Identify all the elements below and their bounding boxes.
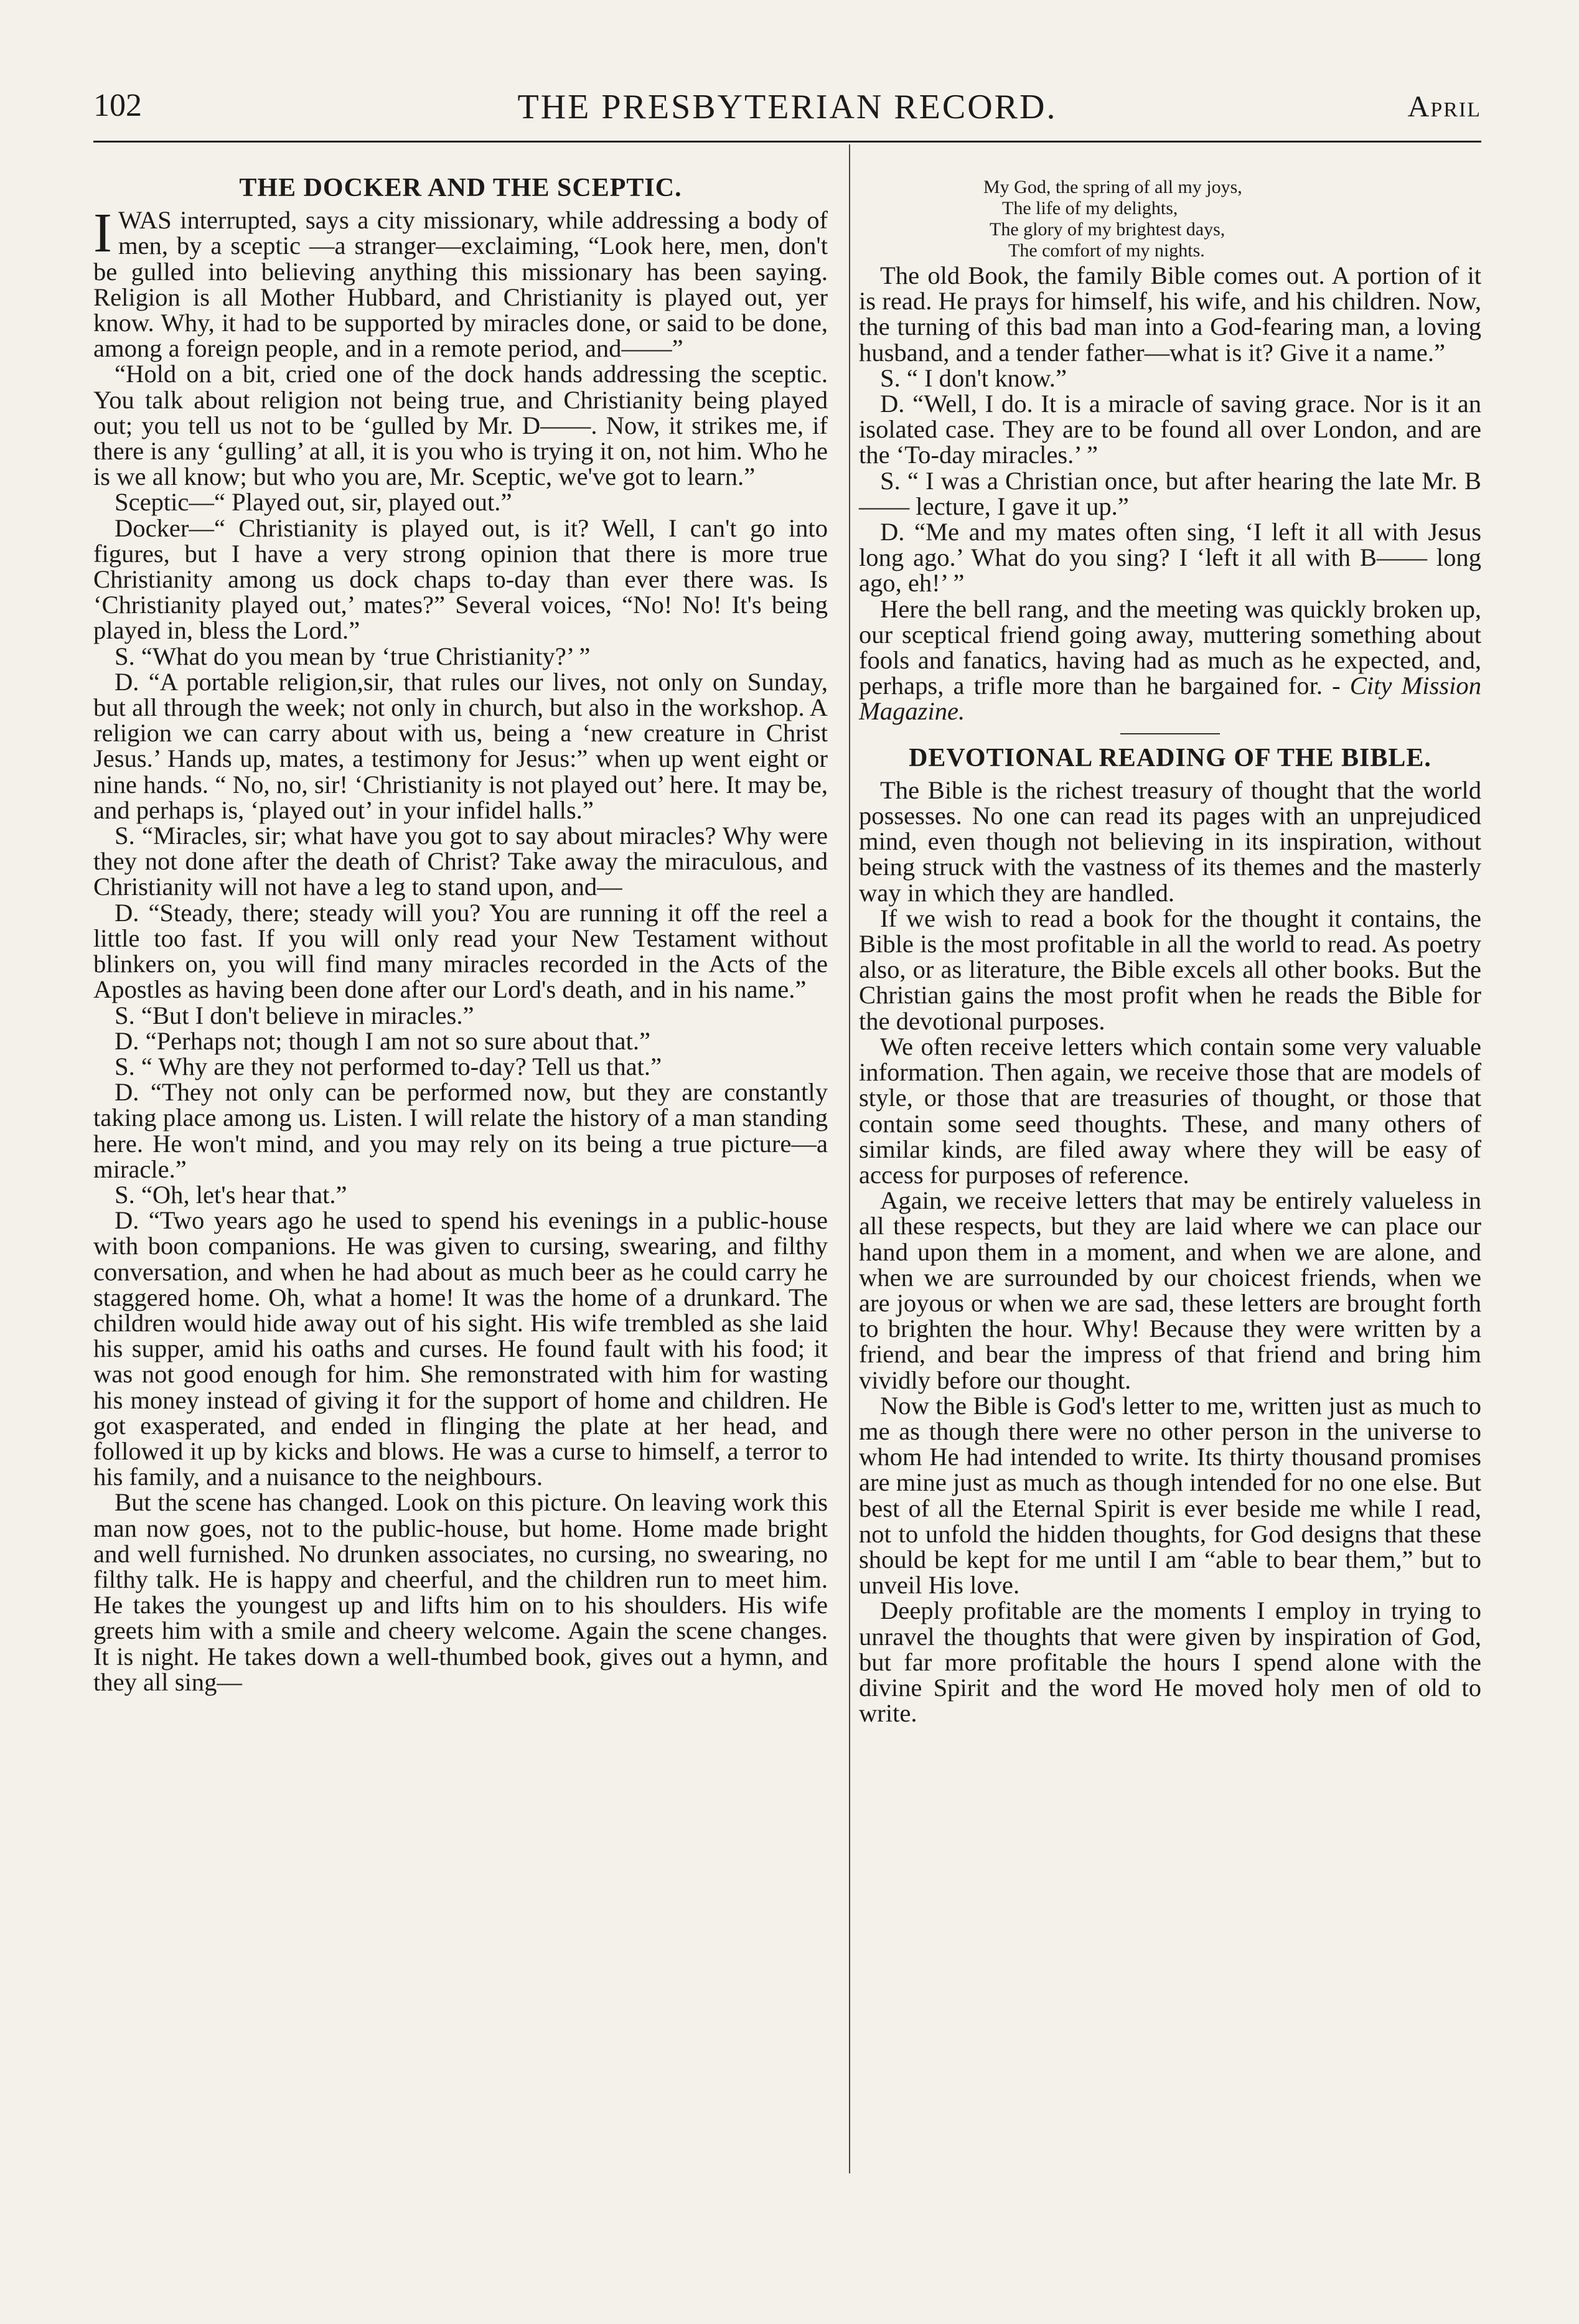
article-paragraph: S. “But I don't believe in miracles.” [115, 1001, 474, 1029]
article-paragraph: S. “ I was a Christian once, but after hearing the late Mr. B—— lecture, I gave it up.” [859, 466, 1481, 520]
header-rule [93, 141, 1481, 143]
article-title: DEVOTIONAL READING OF THE BIBLE. [909, 743, 1431, 772]
article-paragraph: S. “What do you mean by ‘true Christianity?’ ” [115, 642, 591, 670]
article-paragraph: D. “Two years ago he used to spend his evenings in a public-house with boon companions. He was given to cursing, swearing, and filthy conversation, and when he had about as much beer as he could carry he staggered home. Oh, what a home! It was the home of a drunkard. The children would hide away out of his sight. His wife trembled as she laid his supper, amid his oaths and curses. He found fault with his food; it was not good enough for him. She remonstrated with him for wasting his money instead of giving it for the support of home and children. He got exasperated, and ended in flinging the plate at her head, and followed it up by kicks and blows. He was a curse to himself, a terror to his family, and a nuisance to the neighbours. [93, 1206, 828, 1491]
article-paragraph: IWAS interrupted, says a city missionary, while addressing a body of men, by a sceptic —a stranger—exclaiming, “Look here, men, don't be gulled into believing anything this missionary has been saying. Religion is all Mother Hubbard, and Christianity is played out, yer know. Why, it had to be supported by miracles done, or said to be done, among a foreign people, and in a remote period, and——” [93, 202, 828, 363]
hymn-line: The comfort of my nights. [1008, 240, 1205, 261]
hymn-line: The life of my delights, [1002, 198, 1178, 218]
article-paragraph: S. “ I don't know.” [880, 363, 1067, 392]
right-column [859, 176, 1481, 1726]
page-number: 102 [93, 88, 142, 123]
hymn-line: My God, the spring of all my joys, [983, 177, 1242, 197]
article-paragraph: Again, we receive letters that may be entirely valueless in all these respects, but they are laid where we can place our hand upon them in a moment, and when we are alone, and when we are surrounded by our choicest friends, when we are joyous or when we are sad, these letters are brought forth to brighten the hour. Why! Because they were written by a friend, and bear the impress of that friend and bring him vividly before our thought. [859, 1186, 1481, 1394]
article-paragraph: The Bible is the richest treasury of thought that the world possesses. No one can read its pages with an unprejudiced mind, even though not believing in its inspiration, without being struck with the vastness of its themes and the masterly way in which they are handled. [859, 775, 1481, 907]
publication-title: THE PRESBYTERIAN RECORD. [517, 88, 1057, 126]
hymn-line: The glory of my brightest days, [990, 219, 1225, 240]
article-paragraph: But the scene has changed. Look on this picture. On leaving work this man now goes, not to the public-house, but home. Home made bright and well furnished. No drunken associates, no cursing, no swearing, no filthy talk. He is happy and cheerful, and the children run to meet him. He takes the youngest up and lifts him on to his shoulders. His wife greets him with a smile and cheery welcome. Again the scene changes. It is night. He takes down a well-thumbed book, gives out a hymn, and they all sing— [93, 1488, 828, 1696]
article-paragraph: If we wish to read a book for the thought it contains, the Bible is the most profitable in all the world to read. As poetry also, or as literature, the Bible excels all other books. But the Christian gains the most profit when he reads the Bible for the devotional purposes. [859, 904, 1481, 1035]
article-paragraph: D. “They not only can be performed now, but they are constantly taking place among us. Listen. I will relate the history of a man standing here. He won't mind, and you may rely on its being a true picture—a miracle.” [93, 1078, 828, 1183]
left-column [93, 176, 828, 1695]
drop-cap: I [93, 202, 112, 265]
article-paragraph: S. “Miracles, sir; what have you got to say about miracles? Why were they not done after the death of Christ? Take away the miraculous, and Christianity will not have a leg to stand upon, and— [93, 822, 828, 901]
article-paragraph: D. “Me and my mates often sing, ‘I left it all with Jesus long ago.’ What do you sing? I ‘left it all with B—— long ago, eh!’ ” [859, 518, 1481, 597]
hymn-verse [859, 177, 1481, 261]
running-header [93, 87, 1481, 137]
article-title: THE DOCKER AND THE SCEPTIC. [239, 174, 682, 202]
article-paragraph: D. “A portable religion,sir, that rules our lives, not only on Sunday, but all through the week; not only in church, but also in the workshop. A religion we can carry about with us, being a ‘new creature in Christ Jesus.’ Hands up, mates, a testimony for Jesus:” when up went eight or nine hands. “ No, no, sir! ‘Christianity is not played out’ here. It may be, and perhaps is, ‘played out’ in your infidel halls.” [93, 667, 828, 824]
article-paragraph: S. “Oh, let's hear that.” [115, 1180, 347, 1209]
article-paragraph: D. “Steady, there; steady will you? You are running it off the reel a little too fast. If you will only read your New Testament without blinkers on, you will find many miracles recorded in the Acts of the Apostles as having been done after our Lord's death, and in his name.” [93, 898, 828, 1004]
article-paragraph: D. “Well, I do. It is a miracle of saving grace. Nor is it an isolated case. They are to be found all over London, and are the ‘To-day miracles.’ ” [859, 390, 1481, 469]
article-paragraph: Sceptic—“ Played out, sir, played out.” [115, 488, 512, 517]
article-paragraph: “Hold on a bit, cried one of the dock hands addressing the sceptic. You talk about religion not being true, and Christianity being played out; you tell us not to be ‘gulled by Mr. D——. Now, it strikes me, if there is any ‘gulling’ at all, it is you who is trying it on, not him. Who he is we all know; but who you are, Mr. Sceptic, we've got to learn.” [93, 360, 828, 491]
article-paragraph: S. “ Why are they not performed to-day? Tell us that.” [115, 1052, 662, 1080]
article-paragraph: Deeply profitable are the moments I employ in trying to unravel the thoughts that were given by inspiration of God, but far more profitable the hours I spend alone with the divine Spirit and the word He moved holy men of old to write. [859, 1596, 1481, 1728]
article-paragraph: Here the bell rang, and the meeting was quickly broken up, our sceptical friend going away, muttering something about fools and fanatics, having had as much as he expected, and, perhaps, a trifle more than he bargained for. - City Mission Magazine. [859, 594, 1481, 726]
article-paragraph: The old Book, the family Bible comes out. A portion of it is read. He prays for himself, his wife, and his children. Now, the turning of this bad man into a God-fearing man, a loving husband, and a tender father—what is it? Give it a name.” [859, 261, 1481, 367]
article-paragraph: We often receive letters which contain some very valuable information. Then again, we receive those that are models of style, or those that are treasuries of thought, or those that contain some seed thoughts. These, and many others of similar kinds, are filed away where they will be easy of access for purposes of reference. [859, 1032, 1481, 1189]
article-separator [1120, 733, 1220, 734]
issue-month: April [1407, 90, 1481, 123]
column-divider [849, 144, 850, 2173]
article-paragraph: Now the Bible is God's letter to me, written just as much to me as though there were no other person in the universe to whom He had intended to write. Its thirty thousand promises are mine just as much as though intended for no one else. But best of all the Eternal Spirit is ever beside me while I read, not to unfold the hidden thoughts, for God designs that these should be kept for me until I am “able to bear them,” but to unveil His love. [859, 1391, 1481, 1600]
article-paragraph: Docker—“ Christianity is played out, is it? Well, I can't go into figures, but I have a very strong opinion that there is more true Christianity among us dock chaps to-day than ever there was. Is ‘Christianity played out,’ mates?” Several voices, “No! No! It's being played in, bless the Lord.” [93, 513, 828, 645]
article-paragraph: D. “Perhaps not; though I am not so sure about that.” [115, 1026, 650, 1055]
source-credit: City Mission Magazine. [859, 672, 1481, 726]
